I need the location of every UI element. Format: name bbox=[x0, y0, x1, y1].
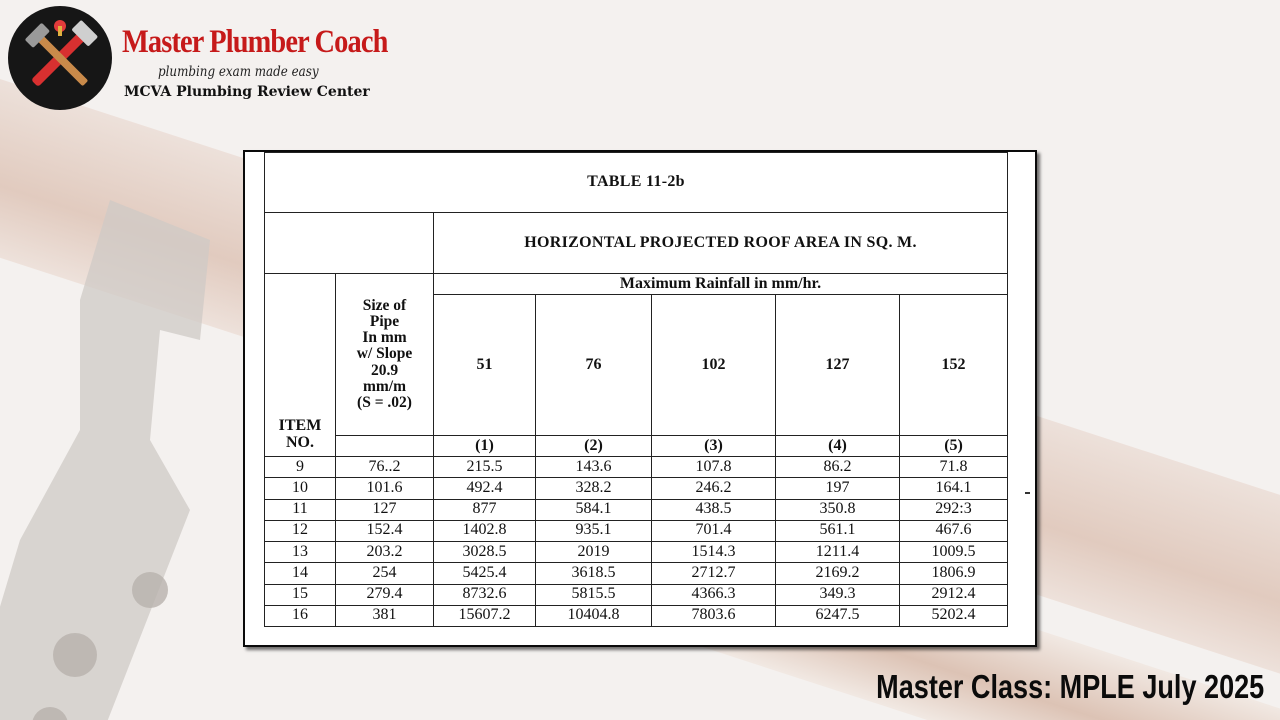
area-value-cell: 328.2 bbox=[536, 478, 652, 499]
pipe-size-cell: 101.6 bbox=[336, 478, 434, 499]
rainfall-152: 152 bbox=[900, 295, 1008, 436]
pipe-size-cell: 127 bbox=[336, 499, 434, 520]
area-value-cell: 3618.5 bbox=[536, 563, 652, 584]
pipe-size-cell: 279.4 bbox=[336, 584, 434, 605]
blank-header-cell bbox=[265, 213, 434, 274]
roof-area-table bbox=[264, 152, 1008, 627]
brand-name: Master Plumber Coach bbox=[122, 24, 388, 60]
footer-title: Master Class: MPLE July 2025 bbox=[875, 668, 1264, 705]
area-value-cell: 561.1 bbox=[776, 520, 900, 541]
item-cell: 12 bbox=[265, 520, 336, 541]
stray-mark bbox=[1025, 492, 1030, 494]
col-number-2: (2) bbox=[536, 436, 652, 457]
area-value-cell: 1009.5 bbox=[900, 542, 1008, 563]
col-number-3: (3) bbox=[652, 436, 776, 457]
area-value-cell: 3028.5 bbox=[434, 542, 536, 563]
pipe-size-cell: 76..2 bbox=[336, 457, 434, 478]
area-value-cell: 877 bbox=[434, 499, 536, 520]
wrench-hammer-icon bbox=[8, 6, 112, 110]
rainfall-51: 51 bbox=[434, 295, 536, 436]
item-cell: 11 bbox=[265, 499, 336, 520]
rainfall-76: 76 bbox=[536, 295, 652, 436]
area-value-cell: 15607.2 bbox=[434, 605, 536, 626]
area-value-cell: 6247.5 bbox=[776, 605, 900, 626]
area-value-cell: 350.8 bbox=[776, 499, 900, 520]
item-cell: 16 bbox=[265, 605, 336, 626]
item-cell: 13 bbox=[265, 542, 336, 563]
area-value-cell: 701.4 bbox=[652, 520, 776, 541]
area-value-cell: 1402.8 bbox=[434, 520, 536, 541]
area-value-cell: 8732.6 bbox=[434, 584, 536, 605]
item-cell: 15 bbox=[265, 584, 336, 605]
rainfall-102: 102 bbox=[652, 295, 776, 436]
table-row bbox=[265, 520, 1008, 541]
table-row bbox=[265, 457, 1008, 478]
blank-size-subcell bbox=[336, 436, 434, 457]
brand-center-name: MCVA Plumbing Review Center bbox=[124, 84, 370, 100]
brand-tagline: plumbing exam made easy bbox=[158, 64, 319, 80]
area-value-cell: 107.8 bbox=[652, 457, 776, 478]
item-cell: 10 bbox=[265, 478, 336, 499]
wrench-watermark-icon bbox=[0, 180, 280, 720]
area-value-cell: 246.2 bbox=[652, 478, 776, 499]
area-value-cell: 492.4 bbox=[434, 478, 536, 499]
area-value-cell: 292:3 bbox=[900, 499, 1008, 520]
item-cell: 9 bbox=[265, 457, 336, 478]
area-value-cell: 5425.4 bbox=[434, 563, 536, 584]
area-value-cell: 349.3 bbox=[776, 584, 900, 605]
area-value-cell: 1806.9 bbox=[900, 563, 1008, 584]
area-value-cell: 10404.8 bbox=[536, 605, 652, 626]
table-row bbox=[265, 605, 1008, 626]
table-title: TABLE 11-2b bbox=[265, 153, 1008, 213]
area-value-cell: 86.2 bbox=[776, 457, 900, 478]
pipe-size-cell: 152.4 bbox=[336, 520, 434, 541]
area-value-cell: 4366.3 bbox=[652, 584, 776, 605]
table-document bbox=[243, 150, 1037, 647]
logo-emblem bbox=[8, 6, 112, 110]
area-value-cell: 2169.2 bbox=[776, 563, 900, 584]
item-no-header: ITEM NO. bbox=[265, 274, 336, 457]
col-number-4: (4) bbox=[776, 436, 900, 457]
area-value-cell: 5815.5 bbox=[536, 584, 652, 605]
pipe-size-cell: 381 bbox=[336, 605, 434, 626]
area-value-cell: 2712.7 bbox=[652, 563, 776, 584]
table-row bbox=[265, 542, 1008, 563]
area-value-cell: 935.1 bbox=[536, 520, 652, 541]
area-value-cell: 5202.4 bbox=[900, 605, 1008, 626]
rainfall-header: Maximum Rainfall in mm/hr. bbox=[434, 274, 1008, 295]
col-number-1: (1) bbox=[434, 436, 536, 457]
area-value-cell: 2019 bbox=[536, 542, 652, 563]
brand-logo bbox=[8, 6, 388, 110]
area-value-cell: 71.8 bbox=[900, 457, 1008, 478]
item-cell: 14 bbox=[265, 563, 336, 584]
pipe-size-header: Size of Pipe In mm w/ Slope 20.9 mm/m (S = .02) bbox=[336, 274, 434, 436]
pipe-size-cell: 203.2 bbox=[336, 542, 434, 563]
table-row bbox=[265, 563, 1008, 584]
table-row bbox=[265, 478, 1008, 499]
area-value-cell: 2912.4 bbox=[900, 584, 1008, 605]
area-value-cell: 1211.4 bbox=[776, 542, 900, 563]
area-value-cell: 467.6 bbox=[900, 520, 1008, 541]
rainfall-127: 127 bbox=[776, 295, 900, 436]
area-value-cell: 215.5 bbox=[434, 457, 536, 478]
area-value-cell: 584.1 bbox=[536, 499, 652, 520]
area-value-cell: 438.5 bbox=[652, 499, 776, 520]
pipe-size-cell: 254 bbox=[336, 563, 434, 584]
area-value-cell: 164.1 bbox=[900, 478, 1008, 499]
col-number-5: (5) bbox=[900, 436, 1008, 457]
roof-area-header: HORIZONTAL PROJECTED ROOF AREA IN SQ. M. bbox=[434, 213, 1008, 274]
table-row bbox=[265, 499, 1008, 520]
area-value-cell: 143.6 bbox=[536, 457, 652, 478]
area-value-cell: 197 bbox=[776, 478, 900, 499]
area-value-cell: 1514.3 bbox=[652, 542, 776, 563]
table-row bbox=[265, 584, 1008, 605]
area-value-cell: 7803.6 bbox=[652, 605, 776, 626]
